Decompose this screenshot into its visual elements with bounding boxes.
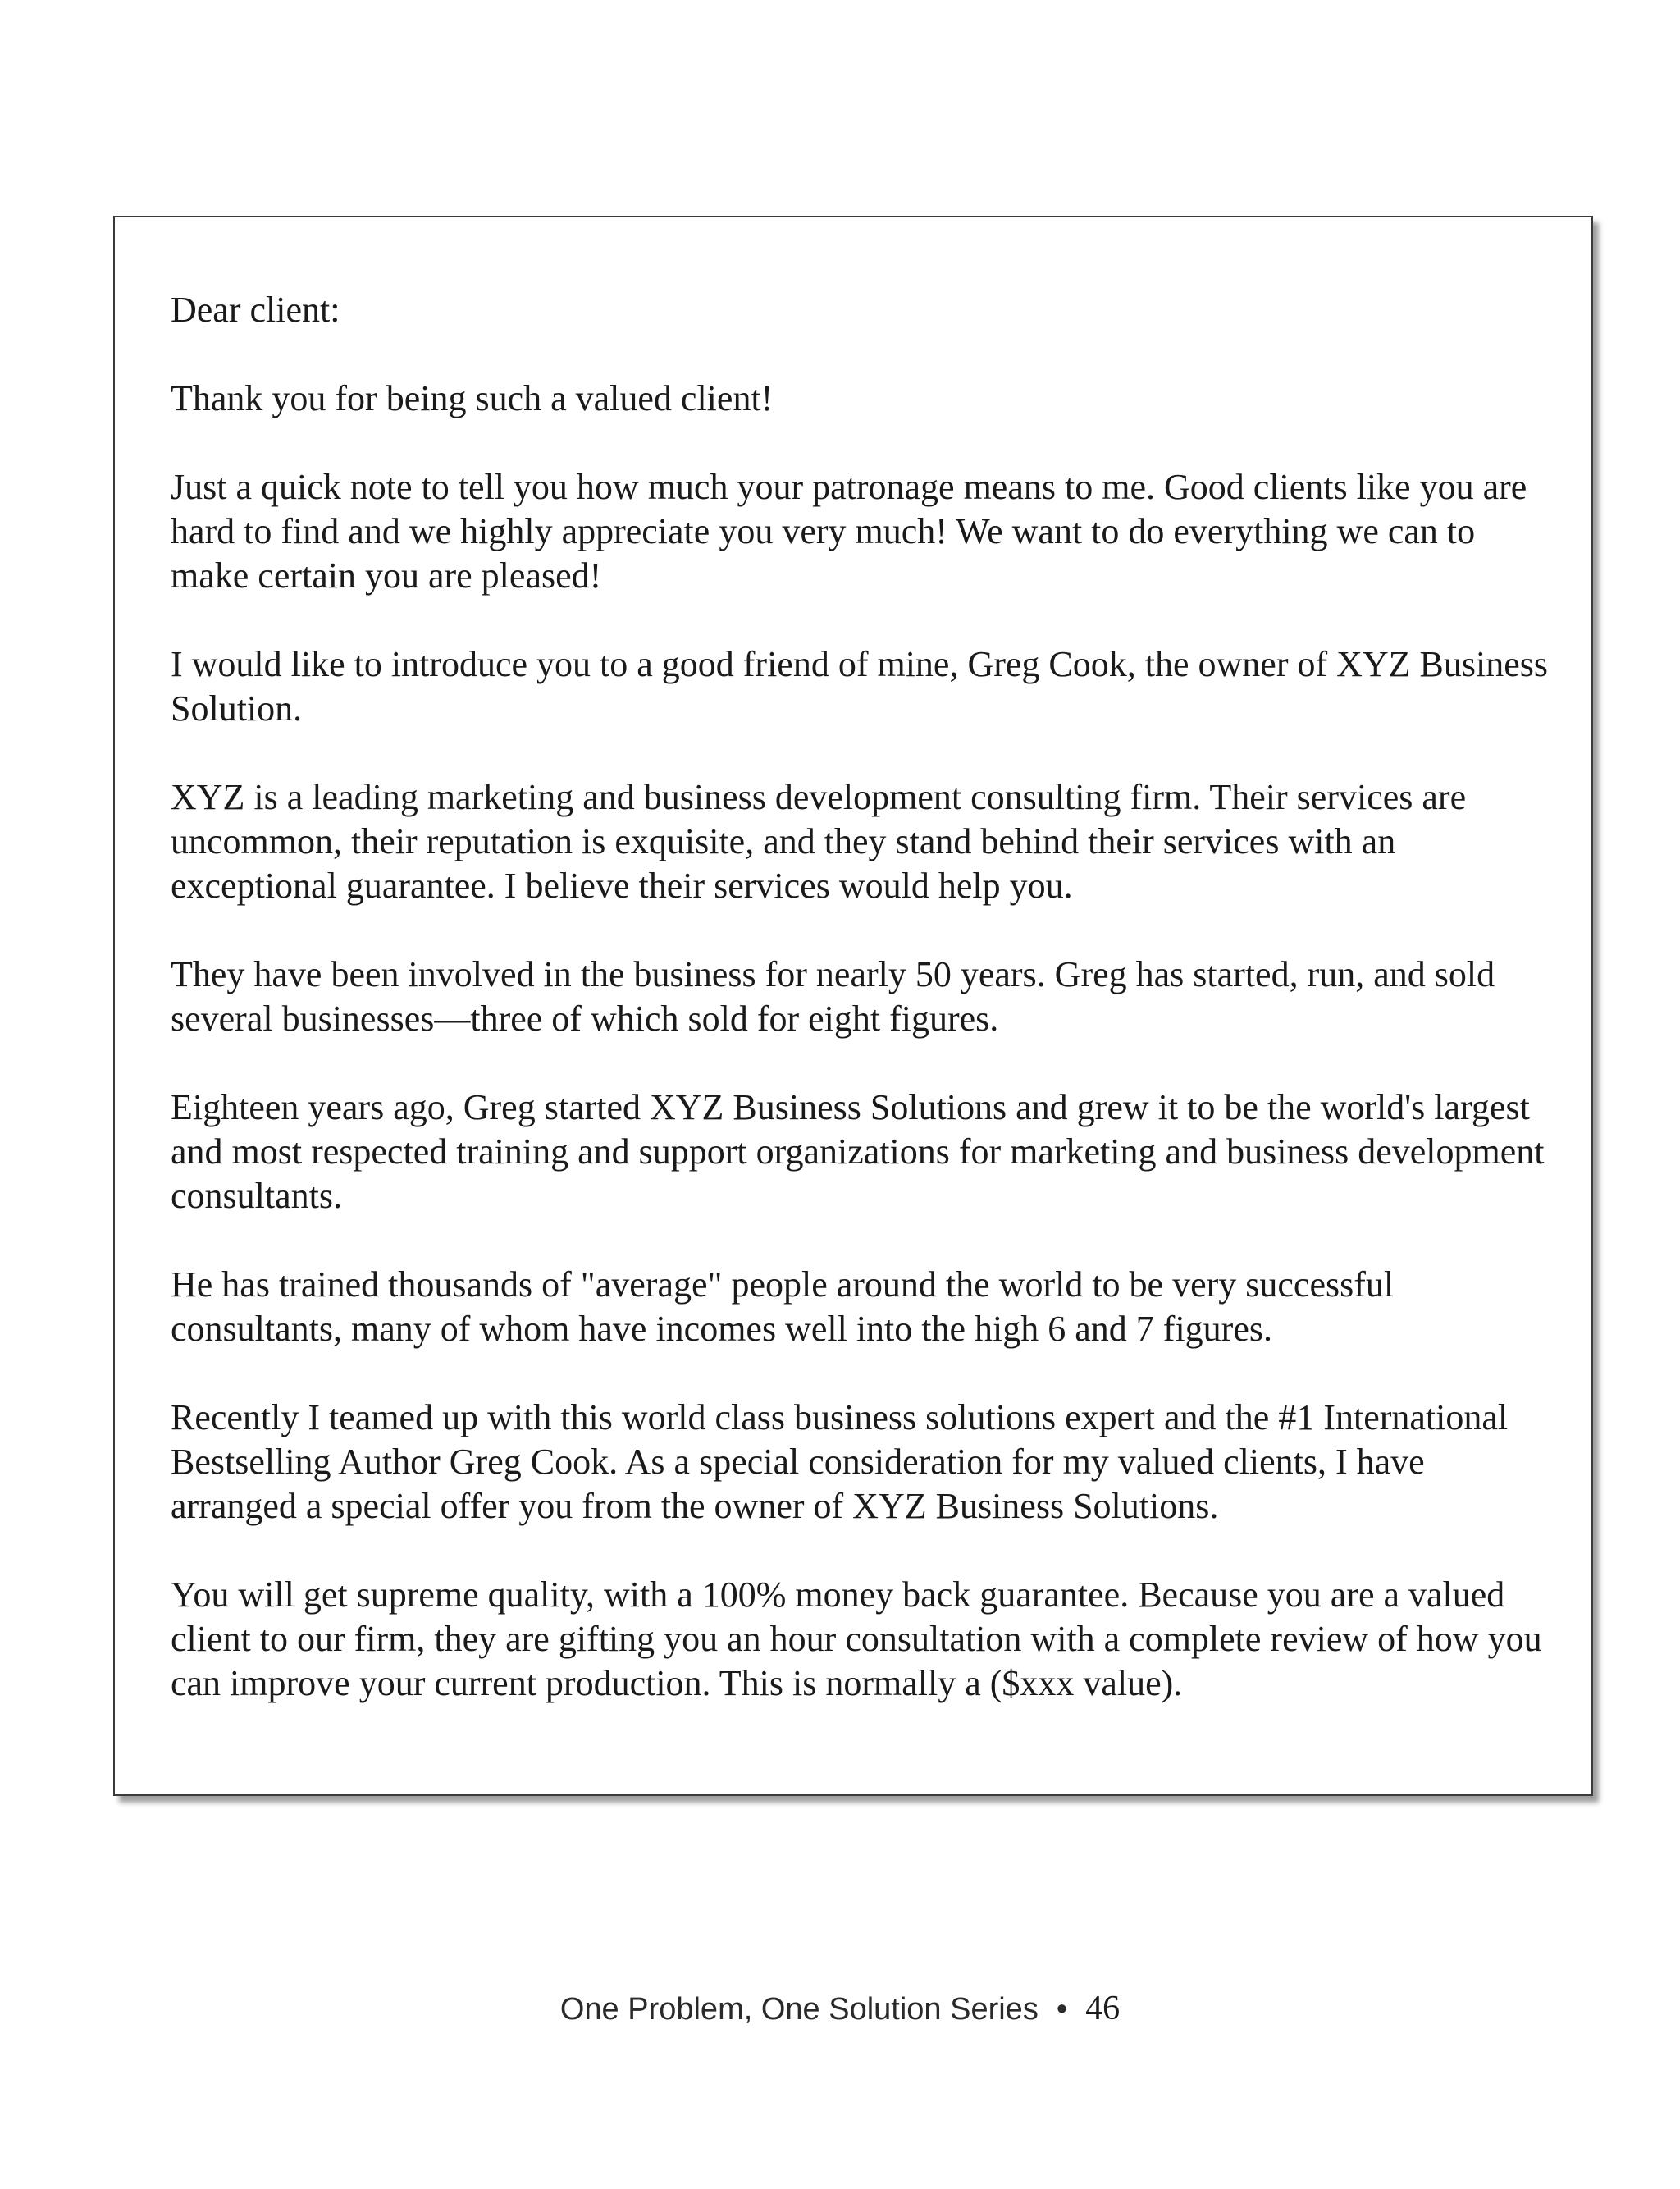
page-number: 46 bbox=[1085, 1990, 1121, 2027]
letter-paragraph: Recently I teamed up with this world class business solutions expert and the #1 International Bestselling Author Greg Cook. As a special consideration for my valued clients, I have arranged a special offer you from the owner of XYZ Business Solutions. bbox=[171, 1397, 1509, 1526]
letter-salutation: Dear client: bbox=[171, 290, 340, 330]
letter-paragraph: Eighteen years ago, Greg started XYZ Business Solutions and grew it to be the world's largest and most respected training and support organizations for marketing and business development consultants. bbox=[171, 1087, 1545, 1216]
series-title: One Problem, One Solution Series bbox=[559, 1992, 1039, 2027]
letter-body bbox=[171, 288, 1559, 1706]
letter-paragraph: He has trained thousands of "average" people around the world to be very successful consultants, many of whom have incomes well into the high 6 and 7 figures. bbox=[171, 1264, 1395, 1349]
letter-paragraph: Just a quick note to tell you how much your patronage means to me. Good clients like you are hard to find and we highly appreciate you very much! We want to do everything we can to make certain you are pleased! bbox=[171, 467, 1527, 596]
bullet-separator: • bbox=[1056, 1992, 1068, 2027]
letter-box bbox=[113, 216, 1593, 1796]
letter-paragraph: XYZ is a leading marketing and business development consulting firm. Their services are uncommon, their reputation is exquisite, and they stand behind their services with an exceptional guarantee. I believe their services would help you. bbox=[171, 777, 1467, 906]
letter-paragraph: They have been involved in the business for nearly 50 years. Greg has started, run, and sold several businesses—three of which sold for eight figures. bbox=[171, 954, 1495, 1039]
letter-paragraph: Thank you for being such a valued client! bbox=[171, 378, 774, 418]
letter-paragraph: You will get supreme quality, with a 100% money back guarantee. Because you are a valued client to our firm, they are gifting you an hour consultation with a complete review of how you can improve your current production. This is normally a ($xxx value). bbox=[171, 1574, 1542, 1703]
letter-paragraph: I would like to introduce you to a good friend of mine, Greg Cook, the owner of XYZ Business Solution. bbox=[171, 644, 1549, 729]
page-footer bbox=[0, 1989, 1680, 2028]
